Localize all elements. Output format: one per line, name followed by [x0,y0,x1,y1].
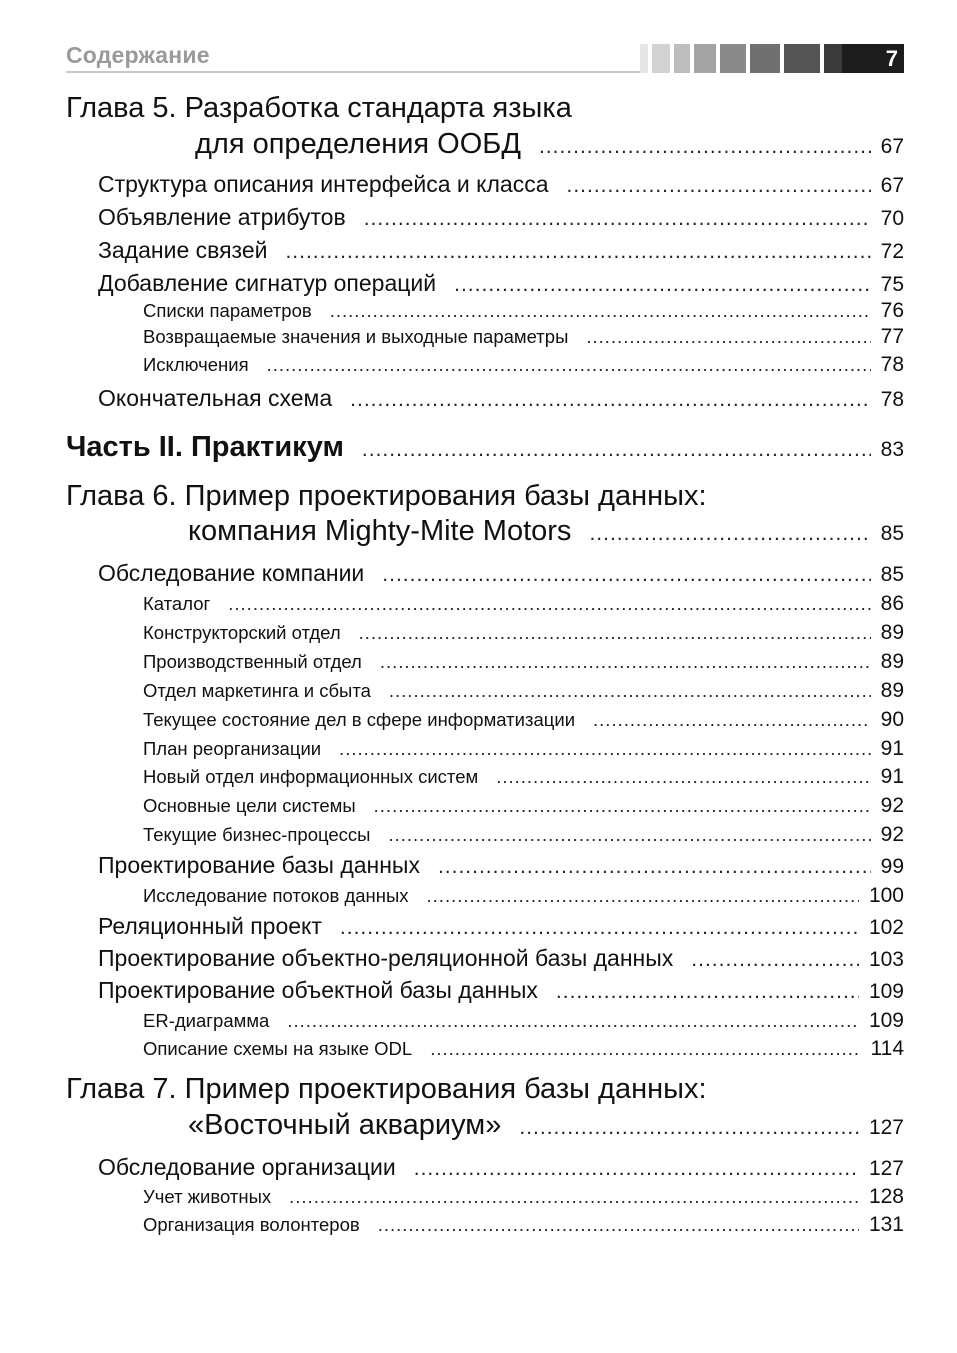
entry-title: Добавление сигнатур операций [98,270,437,296]
page-ref: 91 [880,737,904,760]
entry-title: Конструкторский отдел [143,622,341,643]
leader-dots [330,300,871,322]
entry-title: Организация волонтеров [143,1214,360,1235]
page-ref: 127 [868,1116,904,1139]
page-ref: 127 [868,1157,904,1180]
leader-dots [267,354,871,376]
entry-title: Исключения [143,354,249,375]
entry-title: Учет животных [143,1186,272,1207]
leader-dots [539,135,871,159]
entry-title: Списки параметров [143,300,312,321]
leader-dots [287,1010,859,1032]
page-ref: 78 [880,353,904,376]
entry-title: Возвращаемые значения и выходные параметры [143,326,569,347]
entry-title: Обследование компании [98,560,365,586]
page-ref: 72 [880,240,904,263]
page-ref: 90 [880,708,904,731]
page-ref: 85 [880,563,904,586]
chapter-5-title-line2: для определения ООБД [195,128,521,160]
page-ref: 100 [868,884,904,907]
leader-dots [389,680,871,702]
entry-title: Производственный отдел [143,651,362,672]
leader-dots [380,651,871,673]
leader-dots [339,738,871,760]
page-ref: 67 [880,174,904,197]
entry-title: План реорганизации [143,738,322,759]
entry-title: Новый отдел информационных систем [143,766,479,787]
part-2-title: Часть II. Практикум [66,431,344,463]
entry-title: Обследование организации [98,1154,396,1180]
entry-title: Проектирование базы данных [98,852,420,878]
page-ref: 99 [880,855,904,878]
page-ref: 102 [868,916,904,939]
entry-title: Структура описания интерфейса и класса [98,171,549,197]
leader-dots [430,1038,860,1060]
entry-title: Описание схемы на языке ODL [143,1038,413,1059]
page-ref: 92 [880,794,904,817]
leader-dots [519,1116,859,1140]
page-ref: 89 [880,650,904,673]
entry-title: Текущие бизнес-процессы [143,824,371,845]
page-ref: 109 [868,980,904,1003]
page-ref: 131 [868,1213,904,1236]
header-rule [66,71,644,73]
leader-dots [289,1186,859,1208]
leader-dots [382,563,870,587]
entry-title: Проектирование объектной базы данных [98,977,538,1003]
leader-dots [414,1157,859,1181]
page-ref: 128 [868,1185,904,1208]
page-ref: 76 [880,299,904,322]
entry-title: Проектирование объектно-реляционной базы данных [98,945,674,971]
page-ref: 75 [880,273,904,296]
entry-title: ER-диаграмма [143,1010,270,1031]
leader-dots [691,948,859,972]
running-header [66,40,904,74]
entry-title: Окончательная схема [98,385,333,411]
page-ref: 86 [880,592,904,615]
leader-dots [228,593,870,615]
leader-dots [567,174,871,198]
leader-dots [427,885,859,907]
leader-dots [362,438,871,462]
chapter-6-title-line2: компания Mighty-Mite Motors [188,515,572,547]
page-ref: 114 [870,1037,904,1060]
leader-dots [586,326,870,348]
chapter-5-title-line1: Глава 5. Разработка стандарта языка [66,92,572,124]
leader-dots [438,855,871,879]
page-ref: 83 [880,438,904,461]
leader-dots [388,824,870,846]
page-ref: 85 [880,522,904,545]
leader-dots [350,388,870,412]
page-ref: 91 [880,765,904,788]
page-ref: 77 [880,325,904,348]
leader-dots [364,207,871,231]
leader-dots [496,766,870,788]
entry-title: Отдел маркетинга и сбыта [143,680,371,701]
header-title: Содержание [66,42,210,68]
entry-title: Задание связей [98,237,268,263]
page-number: 7 [842,44,904,73]
leader-dots [593,709,871,731]
page-ref: 89 [880,621,904,644]
entry-title: Текущее состояние дел в сфере информатизации [143,709,576,730]
entry-title: Основные цели системы [143,795,356,816]
page-ref: 103 [868,948,904,971]
chapter-7-title-line1: Глава 7. Пример проектирования базы данных: [66,1073,707,1105]
page-ref: 92 [880,823,904,846]
leader-dots [285,240,870,264]
leader-dots [359,622,871,644]
entry-title: Каталог [143,593,211,614]
chapter-7-title-line2: «Восточный аквариум» [188,1109,502,1141]
page-ref: 89 [880,679,904,702]
leader-dots [589,522,870,546]
leader-dots [454,273,871,297]
page-ref: 109 [868,1009,904,1032]
page-ref: 70 [880,207,904,230]
entry-title: Объявление атрибутов [98,204,346,230]
leader-dots [340,916,859,940]
chapter-6-title-line1: Глава 6. Пример проектирования базы данных: [66,480,707,512]
entry-title: Реляционный проект [98,913,322,939]
leader-dots [374,795,871,817]
leader-dots [556,980,859,1004]
entry-title: Исследование потоков данных [143,885,409,906]
leader-dots [378,1214,859,1236]
page-ref: 78 [880,388,904,411]
page-ref: 67 [880,135,904,158]
